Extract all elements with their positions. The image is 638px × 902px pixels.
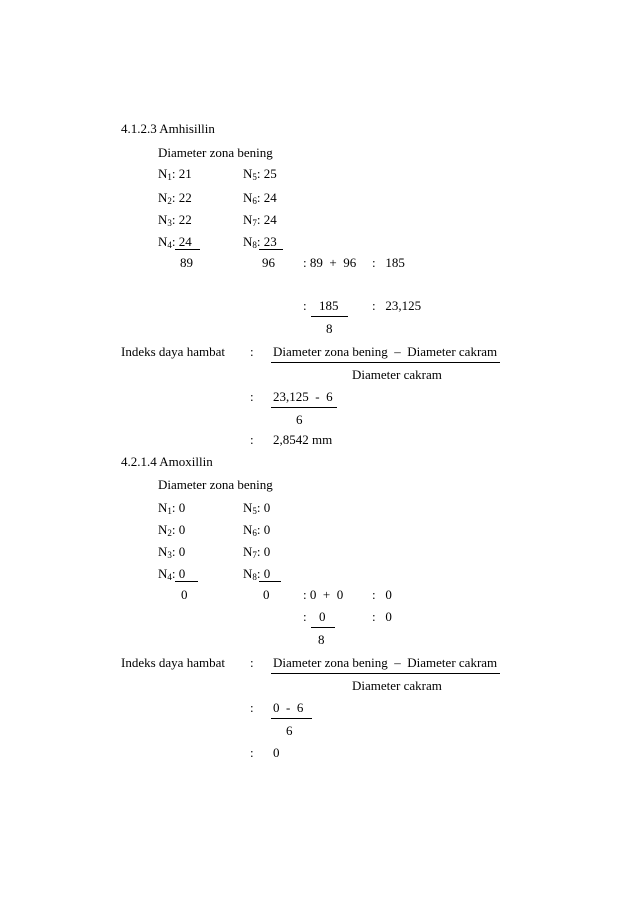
index-colon: : [250, 344, 254, 359]
calc-fraction-rule-amox [271, 718, 312, 719]
sum-left-amox: 0 [181, 587, 188, 602]
mean-result-amox: : 0 [372, 609, 392, 624]
formula-fraction-rule-amox [271, 673, 500, 674]
sample-n2-amox: $N_2$: 0 [158, 522, 186, 538]
formula-numerator-amox: Diameter zona bening – Diameter cakram [273, 655, 498, 670]
result-colon-amox: : [250, 745, 254, 760]
total-result-amox: : 0 [372, 587, 392, 602]
calc-fraction-rule [271, 407, 337, 408]
calc-numerator: 23,125 - 6 [273, 389, 333, 404]
sample-n8: $N_8$: 23 [243, 234, 277, 250]
sample-n7: $N_7$: 24 [243, 212, 277, 228]
calc-colon-amox: : [250, 700, 254, 715]
total-result: : 185 [372, 255, 405, 270]
formula-denominator: Diameter cakram [352, 367, 442, 382]
sum-right-amox: 0 [263, 587, 270, 602]
result-value: 2,8542 mm [273, 432, 333, 447]
section-heading-amhisillin: 4.1.2.3 Amhisillin [121, 121, 215, 136]
mean-fraction-rule-amox [311, 627, 335, 628]
mean-fraction-rule [311, 316, 348, 317]
sample-n6-amox: $N_6$: 0 [243, 522, 271, 538]
sum-rule-right-amox [259, 581, 281, 582]
calc-numerator-amox: 0 - 6 [273, 700, 304, 715]
calc-colon: : [250, 389, 254, 404]
result-value-amox: 0 [273, 745, 280, 760]
sample-n3-amox: $N_3$: 0 [158, 544, 186, 560]
sum-left: 89 [180, 255, 193, 270]
sum-right: 96 [262, 255, 275, 270]
sample-n3: $N_3$: 22 [158, 212, 192, 228]
mean-numerator-amox: 0 [319, 609, 326, 624]
section-heading-amoxillin: 4.2.1.4 Amoxillin [121, 454, 213, 469]
sample-n1: $N_1$: 21 [158, 166, 192, 182]
sample-n5: $N_5$: 25 [243, 166, 277, 182]
sum-rule-left [175, 249, 200, 250]
sample-n4: $N_4$: 24 [158, 234, 192, 250]
subheading-diameter-zona-bening-2: Diameter zona bening [158, 477, 273, 492]
sum-rule-right [259, 249, 283, 250]
mean-numerator: 185 [319, 298, 339, 313]
sample-n6: $N_6$: 24 [243, 190, 277, 206]
sample-n7-amox: $N_7$: 0 [243, 544, 271, 560]
sample-n2: $N_2$: 22 [158, 190, 192, 206]
result-colon: : [250, 432, 254, 447]
index-colon-amox: : [250, 655, 254, 670]
index-label-amox: Indeks daya hambat [121, 655, 225, 670]
formula-denominator-amox: Diameter cakram [352, 678, 442, 693]
mean-denominator: 8 [326, 321, 333, 336]
mean-result: : 23,125 [372, 298, 422, 313]
sample-n5-amox: $N_5$: 0 [243, 500, 271, 516]
mean-prefix: : [303, 298, 307, 313]
sample-n8-amox: $N_8$: 0 [243, 566, 271, 582]
subheading-diameter-zona-bening: Diameter zona bening [158, 145, 273, 160]
sample-n1-amox: $N_1$: 0 [158, 500, 186, 516]
total-expression-amox: : 0 + 0 [303, 587, 344, 602]
mean-denominator-amox: 8 [318, 632, 325, 647]
formula-fraction-rule [271, 362, 500, 363]
formula-numerator: Diameter zona bening – Diameter cakram [273, 344, 498, 359]
calc-denominator-amox: 6 [286, 723, 293, 738]
total-expression: : 89 + 96 [303, 255, 357, 270]
sum-rule-left-amox [175, 581, 198, 582]
mean-prefix-amox: : [303, 609, 307, 624]
index-label: Indeks daya hambat [121, 344, 225, 359]
sample-n4-amox: $N_4$: 0 [158, 566, 186, 582]
calc-denominator: 6 [296, 412, 303, 427]
